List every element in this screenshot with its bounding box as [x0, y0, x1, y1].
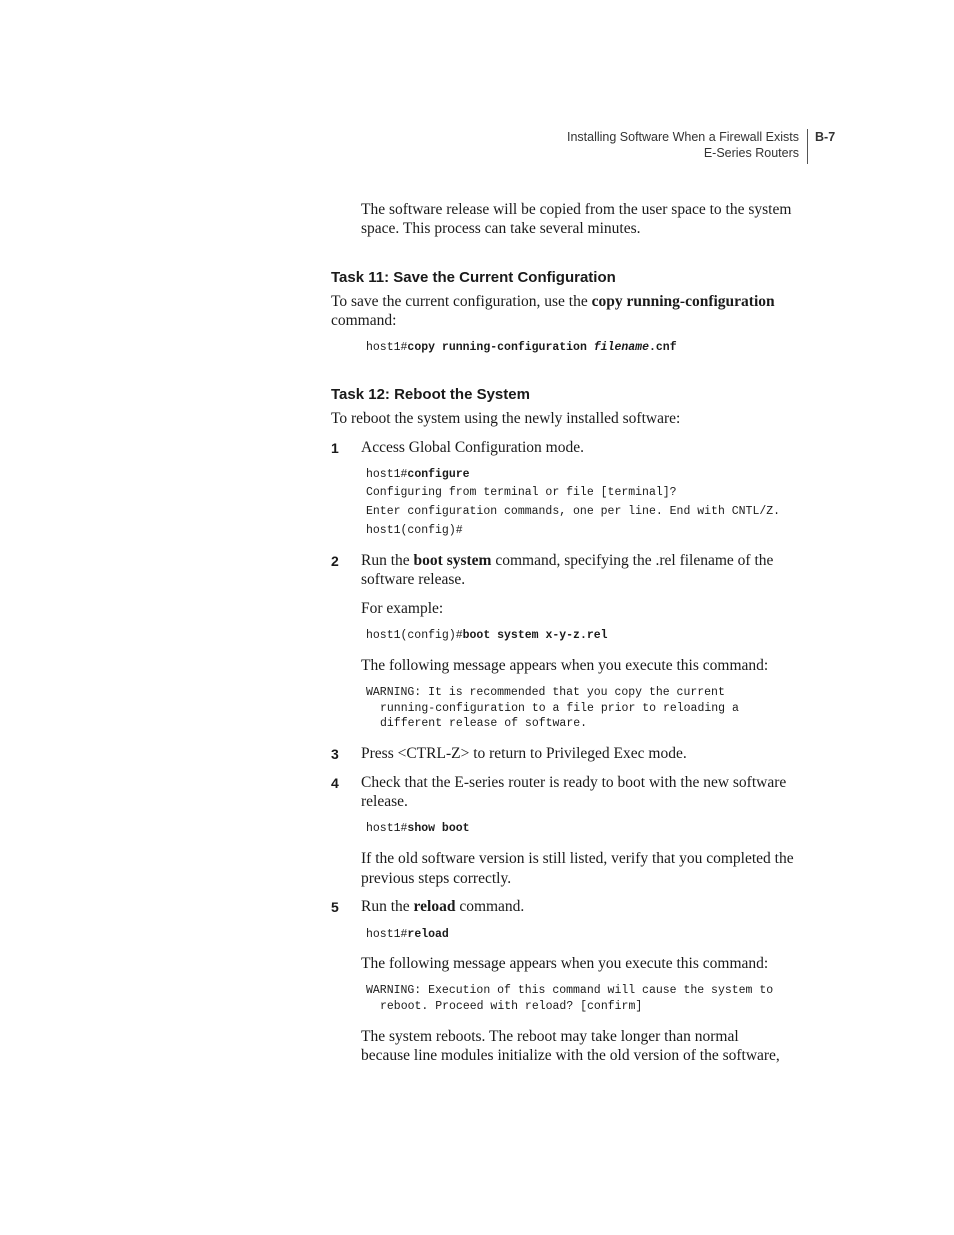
step-1-code-line-4: host1(config)# [366, 524, 463, 537]
step-3-number: 3 [331, 746, 339, 762]
code-command: reload [407, 928, 449, 941]
step-2-command-name: boot system [413, 552, 492, 569]
running-header-book: E-Series Routers [703, 146, 799, 160]
step-5-text [361, 897, 524, 917]
task12-heading: Task 12: Reboot the System [331, 386, 530, 403]
step-5-command-name: reload [413, 898, 456, 915]
task11-paragraph-line-1 [331, 292, 775, 312]
code-command: copy running-configuration [407, 341, 594, 354]
code-extension: .cnf [648, 341, 677, 354]
step-2-text-line-2: software release. [361, 571, 466, 588]
code-prompt: host1# [366, 822, 408, 835]
step-2-text-line-1 [361, 551, 773, 571]
task11-command-name: copy running-configuration [591, 293, 775, 310]
task11-paragraph-line-2: command: [331, 312, 397, 329]
step-5-text-post: command. [455, 898, 525, 915]
step-2-text: Run the [361, 552, 414, 569]
code-prompt: host1# [366, 468, 408, 481]
step-2-text-rest: command, specifying the .rel filename of the [491, 552, 774, 569]
running-header-chapter: Installing Software When a Firewall Exists [566, 130, 799, 144]
page-number: B-7 [815, 130, 836, 144]
step-5-warning-line-2: reboot. Proceed with reload? [confirm] [380, 1000, 643, 1013]
intro-line-2: space. This process can take several minutes. [361, 220, 641, 237]
step-5-final-line-1: The system reboots. The reboot may take longer than normal [361, 1028, 739, 1045]
step-5-warning-line-1: WARNING: Execution of this command will cause the system to [366, 984, 774, 997]
task11-heading: Task 11: Save the Current Configuration [331, 269, 616, 286]
code-prompt: host1# [366, 341, 408, 354]
step-1-code-line-1 [366, 467, 470, 483]
step-4-note-line-2: previous steps correctly. [361, 870, 512, 887]
step-4-text-line-2: release. [361, 793, 408, 810]
task11-text: To save the current configuration, use the [331, 293, 592, 310]
step-5-text-pre: Run the [361, 898, 414, 915]
step-3-text: Press <CTRL-Z> to return to Privileged Exec mode. [361, 745, 687, 762]
step-1-code-line-3: Enter configuration commands, one per line. End with CNTL/Z. [366, 505, 781, 518]
step-2-message-intro: The following message appears when you execute this command: [361, 657, 769, 674]
step-1-code-line-2: Configuring from terminal or file [terminal]? [366, 486, 677, 499]
step-5-final-line-2: because line modules initialize with the old version of the software, [361, 1047, 780, 1064]
step-1-number: 1 [331, 440, 339, 456]
step-1-text: Access Global Configuration mode. [361, 439, 584, 456]
step-2-warning-line-2: running-configuration to a file prior to reloading a [380, 702, 739, 715]
step-2-warning-line-3: different release of software. [380, 717, 588, 730]
step-2-number: 2 [331, 553, 339, 569]
step-5-message-intro: The following message appears when you execute this command: [361, 955, 769, 972]
code-argument: filename [593, 341, 649, 354]
step-2-code [366, 628, 608, 644]
step-4-code [366, 821, 470, 837]
code-command: show boot [407, 822, 470, 835]
step-4-note-line-1: If the old software version is still listed, verify that you completed the [361, 850, 794, 867]
task12-intro: To reboot the system using the newly installed software: [331, 410, 681, 427]
step-4-text-line-1: Check that the E-series router is ready to boot with the new software [361, 774, 787, 791]
step-5-number: 5 [331, 899, 339, 915]
code-prompt: host1(config)# [366, 629, 463, 642]
intro-line-1: The software release will be copied from the user space to the system [361, 201, 792, 218]
header-divider [807, 129, 808, 164]
step-2-for-example: For example: [361, 600, 444, 617]
step-5-code [366, 927, 449, 943]
step-2-warning-line-1: WARNING: It is recommended that you copy the current [366, 686, 725, 699]
step-4-number: 4 [331, 775, 339, 791]
code-command: boot system x-y-z.rel [462, 629, 608, 642]
code-prompt: host1# [366, 928, 408, 941]
code-command: configure [407, 468, 470, 481]
task11-code [366, 340, 677, 356]
